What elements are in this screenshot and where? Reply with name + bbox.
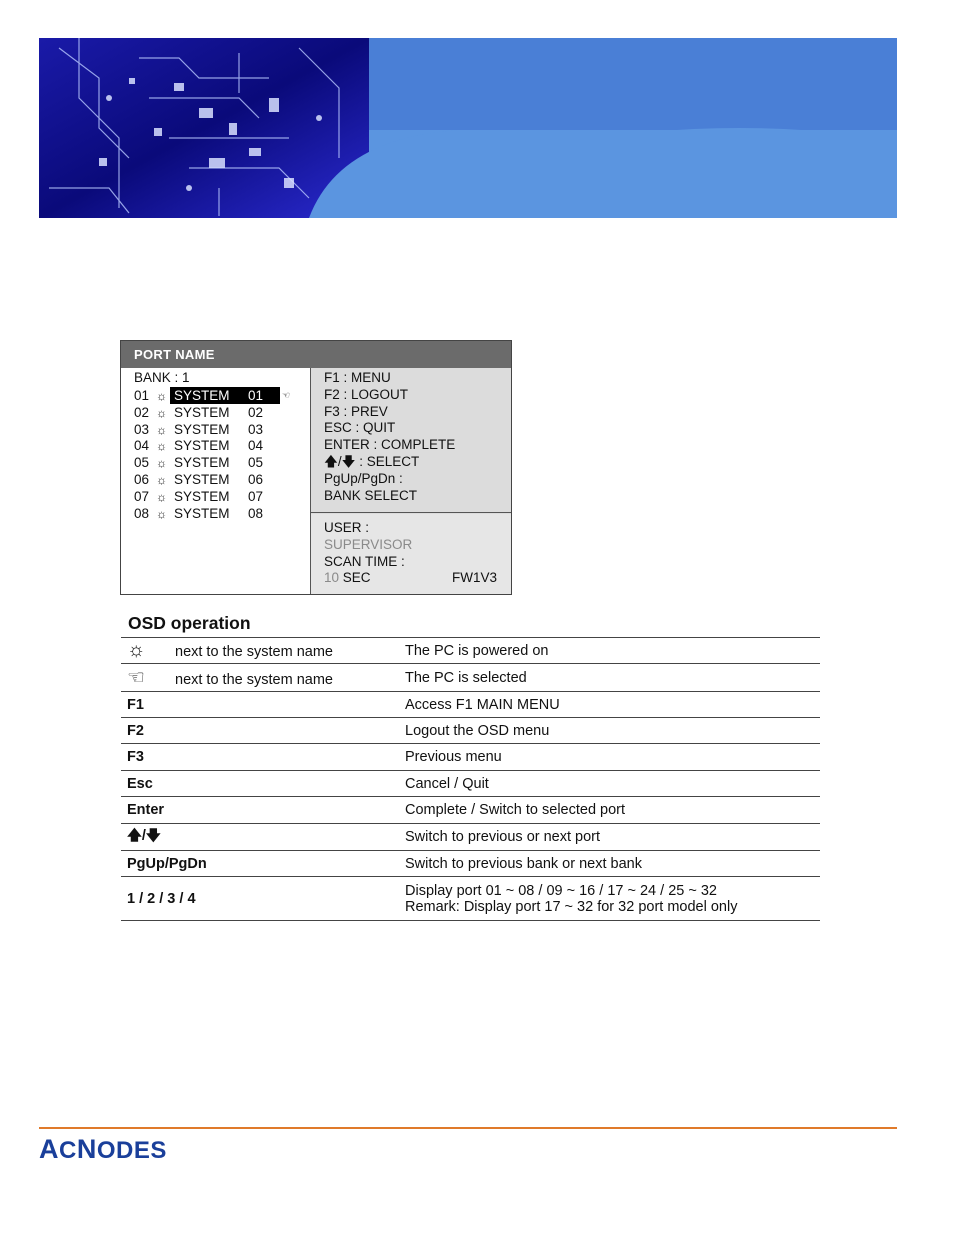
port-row[interactable] — [134, 505, 280, 522]
operation-key: PgUp/PgDn — [127, 855, 207, 872]
port-row[interactable] — [134, 471, 280, 488]
operation-description-cell — [399, 692, 820, 718]
osd-operation-title: OSD operation — [128, 613, 251, 633]
sun-icon: ☼ — [156, 456, 167, 471]
osd-key-item: F3 : PREV — [324, 403, 388, 419]
port-name: SYSTEM — [174, 488, 230, 504]
hand-icon: ☜ — [127, 667, 145, 689]
table-row — [121, 851, 820, 877]
operation-key-cell — [121, 877, 399, 921]
port-name: SYSTEM — [174, 505, 230, 521]
osd-right-panel — [310, 368, 511, 594]
operation-description-cell — [399, 771, 820, 797]
table-row — [121, 877, 820, 921]
table-row — [121, 638, 820, 664]
operation-key-cell — [121, 692, 399, 718]
scan-time-value: 10 — [324, 570, 340, 586]
operation-remark: Remark: Display port 17 ~ 32 for 32 port model only — [405, 898, 738, 915]
port-id: 04 — [248, 438, 264, 454]
user-value: SUPERVISOR — [324, 536, 413, 552]
operation-description: Previous menu — [405, 749, 502, 765]
table-row — [121, 797, 820, 824]
operation-description-cell — [399, 718, 820, 744]
port-row[interactable] — [134, 454, 280, 471]
sun-icon: ☼ — [156, 439, 167, 454]
operation-description-cell — [399, 744, 820, 771]
port-number: 07 — [134, 488, 150, 504]
osd-key-item: ESC : QUIT — [324, 420, 396, 436]
osd-key-item: F2 : LOGOUT — [324, 386, 409, 402]
firmware-version: FW1V3 — [451, 570, 497, 586]
osd-port-list — [121, 368, 310, 594]
osd-key-item: PgUp/PgDn : — [324, 470, 403, 486]
port-row[interactable] — [134, 437, 280, 454]
port-number: 02 — [134, 404, 150, 420]
osd-header: PORT NAME — [121, 341, 511, 368]
table-row — [121, 824, 820, 851]
acnodes-logo: ACNODES — [39, 1134, 167, 1164]
sun-icon: ☼ — [156, 405, 167, 420]
operation-description: Access F1 MAIN MENU — [405, 696, 560, 713]
operation-key: Esc — [127, 775, 153, 792]
footer-divider — [39, 1127, 897, 1129]
operation-key-cell — [121, 824, 399, 851]
operation-key-cell — [121, 718, 399, 744]
port-id: 08 — [248, 505, 264, 521]
operation-key-cell — [121, 851, 399, 877]
table-row — [121, 771, 820, 797]
osd-info-panel — [311, 514, 511, 594]
table-row — [121, 718, 820, 744]
operation-description-cell — [399, 797, 820, 824]
osd-operation-table — [121, 637, 820, 921]
operation-key: F2 — [127, 722, 144, 739]
port-row[interactable] — [134, 421, 280, 438]
operation-description: Complete / Switch to selected port — [405, 802, 626, 818]
operation-key-cell — [121, 638, 399, 664]
operation-key: 1 / 2 / 3 / 4 — [127, 890, 196, 907]
scan-time-row — [324, 570, 511, 587]
port-name: SYSTEM — [170, 387, 244, 404]
operation-description-cell — [399, 638, 820, 664]
port-name: SYSTEM — [174, 421, 230, 437]
port-id: 03 — [248, 421, 264, 437]
osd-key-item: ENTER : COMPLETE — [324, 437, 456, 453]
scan-time-label: SCAN TIME : — [324, 553, 405, 569]
operation-description: The PC is selected — [405, 669, 527, 686]
table-row — [121, 744, 820, 771]
table-row — [121, 664, 820, 692]
port-number: 03 — [134, 421, 150, 437]
port-number: 06 — [134, 472, 150, 487]
operation-key: Enter — [127, 802, 165, 818]
osd-key-item: 🡅/🡇 : SELECT — [324, 453, 420, 469]
port-id: 06 — [248, 472, 264, 487]
scan-time-unit: SEC — [342, 570, 371, 586]
port-row[interactable] — [134, 387, 290, 404]
hand-icon: ☜ — [282, 390, 291, 400]
port-name: SYSTEM — [174, 404, 230, 420]
operation-description-cell — [399, 824, 820, 851]
port-id: 02 — [248, 404, 264, 420]
operation-key-cell — [121, 664, 399, 692]
circuit-board-image — [39, 38, 897, 218]
operation-key-cell — [121, 771, 399, 797]
operation-key: F1 — [127, 696, 144, 713]
user-label: USER : — [324, 520, 370, 535]
operation-key-cell — [121, 744, 399, 771]
sun-icon: ☼ — [156, 489, 167, 504]
osd-key-item: BANK SELECT — [324, 487, 418, 503]
port-name: SYSTEM — [174, 472, 230, 487]
sun-icon: ☼ — [127, 639, 146, 661]
port-name: SYSTEM — [174, 455, 230, 471]
operation-description: Switch to previous or next port — [405, 829, 601, 845]
operation-description-cell — [399, 664, 820, 692]
operation-key: F3 — [127, 749, 144, 765]
port-id: 05 — [248, 455, 264, 471]
osd-key-item: F1 : MENU — [324, 370, 391, 385]
operation-key: next to the system name — [175, 672, 333, 688]
port-name: SYSTEM — [174, 438, 230, 454]
operation-description: Cancel / Quit — [405, 775, 489, 792]
operation-description: Switch to previous bank or next bank — [405, 855, 642, 872]
operation-description: Logout the OSD menu — [405, 722, 550, 739]
osd-key-help — [311, 368, 511, 513]
operation-description-cell — [399, 877, 820, 921]
sun-icon: ☼ — [156, 389, 167, 403]
sun-icon: ☼ — [156, 422, 167, 437]
operation-key: 🡅/🡇 — [127, 827, 161, 844]
bank-label: BANK : 1 — [134, 370, 190, 385]
table-row — [121, 692, 820, 718]
port-id: 01 — [244, 387, 280, 404]
port-number: 01 — [134, 388, 150, 403]
port-number: 05 — [134, 455, 150, 471]
operation-key-cell — [121, 797, 399, 824]
port-number: 04 — [134, 438, 150, 454]
osd-port-name-screen — [120, 340, 512, 595]
header-banner — [39, 38, 897, 218]
operation-description-cell — [399, 851, 820, 877]
port-row[interactable] — [134, 488, 280, 505]
sun-icon: ☼ — [156, 473, 167, 487]
operation-description: The PC is powered on — [405, 642, 549, 659]
operation-description: Display port 01 ~ 08 / 09 ~ 16 / 17 ~ 24 / 25 ~ 32 — [405, 882, 717, 899]
port-id: 07 — [248, 488, 264, 504]
port-row[interactable] — [134, 404, 280, 421]
sun-icon: ☼ — [156, 506, 167, 521]
port-number: 08 — [134, 505, 150, 521]
operation-key: next to the system name — [175, 644, 333, 660]
